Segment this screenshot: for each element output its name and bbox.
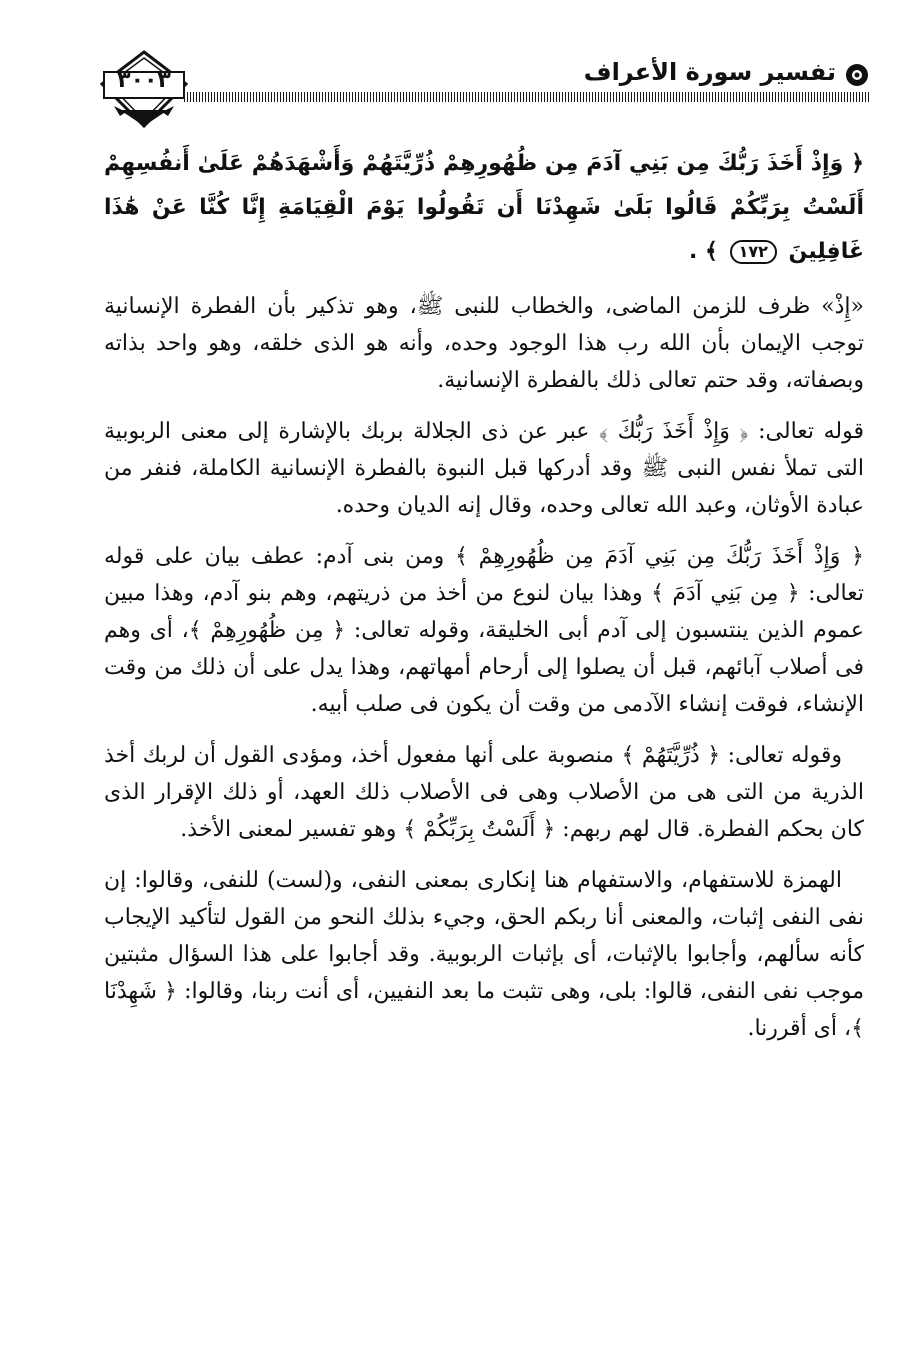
paragraph-2: قوله تعالى: ﴿ وَإِذْ أَخَذَ رَبُّكَ ﴾ عبر عن ذى الجلالة بربك بالإشارة إلى معنى الربوبية التى تملأ نفس النبى ﷺ وقد أدركها قبل النبوة بالفطرة الإنسانية الكاملة، فنفر من عبادة الأوثان، وعبد الله تعالى وحده، وقال إنه الديان وحده. (104, 419, 864, 518)
page-header (100, 50, 870, 130)
verse-text: ﴿ وَإِذْ أَخَذَ رَبُّكَ مِن بَنِي آدَمَ مِن ظُهُورِهِمْ ذُرِّيَّتَهُمْ وَأَشْهَدَهُمْ عَلَىٰ أَنفُسِهِمْ أَلَسْتُ بِرَبِّكُمْ قَالُوا بَلَىٰ شَهِدْنَا أَن تَقُولُوا يَوْمَ الْقِيَامَةِ إِنَّا كُنَّا عَنْ هَٰذَا غَافِلِينَ (104, 151, 864, 264)
ayah-number: ١٧٢ (730, 240, 777, 264)
paragraph-5: الهمزة للاستفهام، والاستفهام هنا إنكارى بمعنى النفى، و(لست) للنفى، وقالوا: إن نفى النفى إثبات، والمعنى أنا ربكم الحق، وجيء بذلك النحو من القول لتأكيد الإيجاب كأنه سألهم، وأجابوا بالإثبات، أى بإثبات الربوبية. وقد أجابوا على هذا السؤال مثبتين موجب نفى النفى، قالوا: بلى، وهى تثبت ما بعد النفيين، أى أنت ربنا، وقالوا: ﴿ شَهِدْنَا ﴾، أى أقررنا. (104, 868, 864, 1041)
paragraph-3: ﴿ وَإِذْ أَخَذَ رَبُّكَ مِن بَنِي آدَمَ مِن ظُهُورِهِمْ ﴾ ومن بنى آدم: عطف بيان على قوله تعالى: ﴿ مِن بَنِي آدَمَ ﴾ وهذا بيان لنوع من أخذ من ذريتهم، وهم بنو آدم، وهذا مبين عموم الذين ينتسبون إلى آدم أبى الخليقة، وقوله تعالى: ﴿ مِن ظُهُورِهِمْ ﴾، أى وهم فى أصلاب آبائهم، قبل أن يصلوا إلى أرحام أمهاتهم، وهذا يدل على أن ذلك من وقت الإنشاء، فوقت إنشاء الآدمى من وقت أن يكون فى صلب أبيه. (104, 544, 864, 717)
page-number-badge (100, 50, 188, 128)
header-rule (184, 92, 870, 102)
page-body (104, 142, 864, 1047)
page-number: ٣٠٠٣ (117, 68, 171, 93)
ornament-dot-icon (844, 62, 870, 88)
paragraph-1: «إِذْ» ظرف للزمن الماضى، والخطاب للنبى ﷺ، وهو تذكير بأن الفطرة الإنسانية توجب الإيمان بأن الله رب هذا الوجود وحده، وأنه هو الذى خلقه، وهو واحد بذاته وبصفاته، وقد حتم تعالى ذلك بالفطرة الإنسانية. (104, 294, 864, 393)
running-title: تفسير سورة الأعراف (583, 58, 836, 86)
verse-close: ﴾ . (688, 239, 718, 264)
quran-verse (104, 142, 864, 274)
paragraph-4: وقوله تعالى: ﴿ ذُرِّيَّتَهُمْ ﴾ منصوبة على أنها مفعول أخذ، ومؤدى القول أن لربك أخذ الذرية من التى هى من الأصلاب وهى فى الأصلاب ذلك العهد، أو ذلك الإقرار الذى كان بحكم الفطرة. قال لهم ربهم: ﴿ أَلَسْتُ بِرَبِّكُمْ ﴾ وهو تفسير لمعنى الأخذ. (104, 743, 864, 842)
